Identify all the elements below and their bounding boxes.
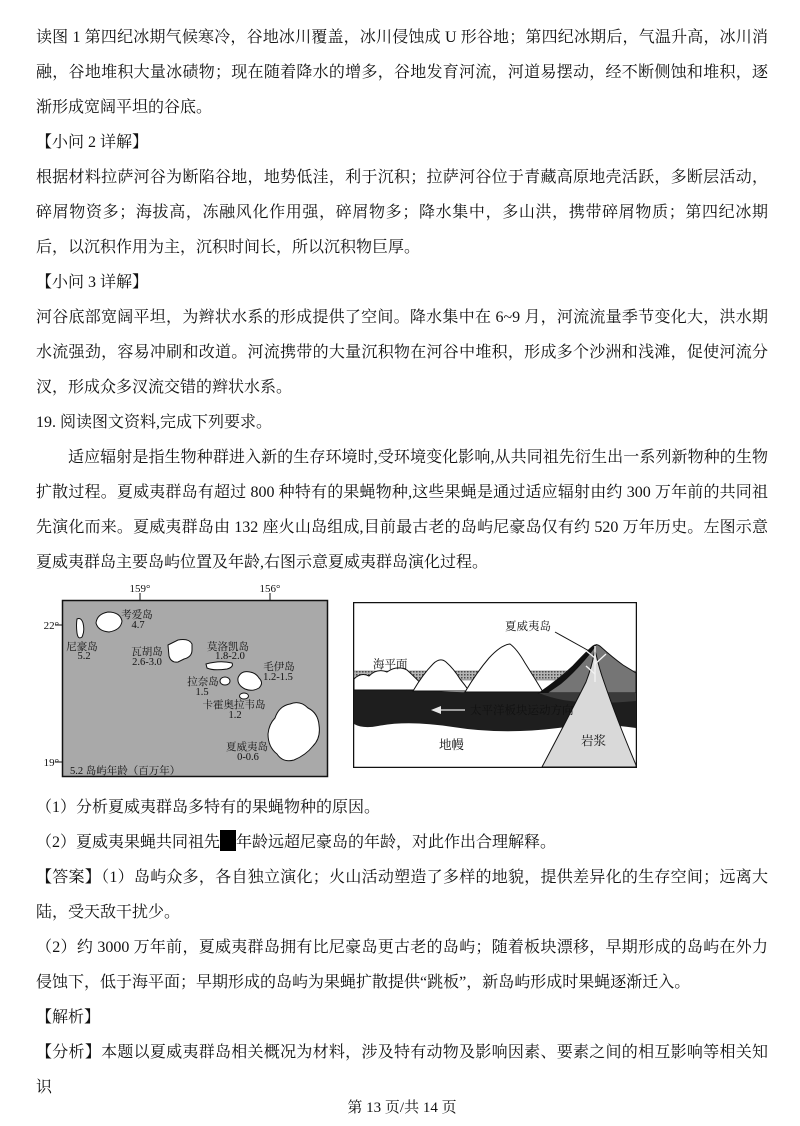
plate-motion-label: 太平洋板块运动方向: [470, 705, 574, 717]
sea-level-label: 海平面: [373, 659, 408, 671]
island-name: 拉奈岛: [187, 677, 219, 688]
island-shape-molokai: [206, 662, 232, 670]
answer-paragraph-1: 【答案】（1）岛屿众多，各自独立演化；火山活动塑造了多样的地貌，提供差异化的生存空间；远离大陆，受天敌干扰少。: [36, 869, 768, 921]
page-number-footer: 第 13 页/共 14 页: [347, 1100, 457, 1116]
question-19-sub2-text-before: （2）夏威夷果蝇共同祖先: [36, 834, 221, 851]
mantle-label: 地幔: [439, 738, 465, 752]
island-age: 0-0.6: [237, 752, 259, 763]
island-age: 4.7: [131, 620, 145, 631]
heading-subquestion2: 【小问 2 详解】: [36, 134, 149, 151]
island-name: 莫洛凯岛: [207, 642, 249, 653]
island-age: 1.2-1.5: [263, 672, 293, 683]
paragraph-subquestion2: 根据材料拉萨河谷为断陷谷地，地势低洼，利于沉积；拉萨河谷位于青藏高原地壳活跃，多断层活动，碎屑物资多；海拔高，冻融风化作用强，碎屑物多；降水集中，多山洪，携带碎屑物质；第四纪冰期后，以沉积作用为主，沉积时间长，所以沉积物巨厚。: [36, 169, 768, 256]
answer-paragraph-2: （2）约 3000 万年前，夏威夷群岛拥有比尼豪岛更古老的岛屿；随着板块漂移，早期形成的岛屿在外力侵蚀下，低于海平面；早期形成的岛屿为果蝇扩散提供“跳板”，新岛屿形成时果蝇逐渐迁入。: [36, 939, 768, 991]
lat-tick-label: 19°: [43, 757, 59, 769]
figure-hawaii: [36, 580, 768, 790]
magma-label: 岩浆: [581, 734, 607, 748]
island-name: 考爱岛: [121, 610, 153, 621]
island-age: 1.5: [195, 687, 209, 698]
island-shape-kauai: [96, 612, 122, 632]
paragraph-fenxi: 【分析】本题以夏威夷群岛相关概况为材料，涉及特有动物及影响因素、要素之间的相互影响等相关知识: [36, 1044, 768, 1096]
lon-tick-label: 159°: [129, 583, 151, 595]
island-name: 夏威夷岛: [226, 742, 268, 753]
lon-tick-label: 156°: [259, 583, 281, 595]
question-19-sub1: （1）分析夏威夷群岛多特有的果蝇物种的原因。: [36, 799, 381, 816]
island-name: 瓦胡岛: [131, 647, 163, 658]
island-age: 5.2: [77, 651, 91, 662]
paragraph-figure1-explain: 读图 1 第四纪冰期气候寒冷，谷地冰川覆盖，冰川侵蚀成 U 形谷地；第四纪冰期后，气温升高，冰川消融，谷地堆积大量冰碛物；现在随着降水的增多，谷地发育河流，河道易摆动，经不断侧蚀和堆积，逐渐形成宽阔平坦的谷底。: [36, 29, 768, 116]
island-age-map: [32, 582, 334, 782]
island-shape-niihau: [77, 619, 84, 638]
heading-jiexi: 【解析】: [36, 1009, 101, 1026]
island-name: 毛伊岛: [263, 662, 295, 673]
diagram-island-label: 夏威夷岛: [505, 621, 551, 633]
question-19-sub2-text-after: 年龄远超尼豪岛的年龄，对此作出合理解释。: [236, 834, 557, 851]
island-name: 尼豪岛: [66, 642, 98, 653]
island-age: 1.2: [228, 710, 242, 721]
question-19-title: 19. 阅读图文资料,完成下列要求。: [36, 414, 273, 431]
island-shape-lanai: [220, 677, 230, 685]
island-age: 2.6-3.0: [132, 657, 162, 668]
island-age: 1.8-2.0: [215, 651, 245, 662]
plate-tectonics-diagram: [353, 602, 637, 768]
question-19-intro: 适应辐射是指生物种群进入新的生存环境时,受环境变化影响,从共同祖先衍生出一系列新物种的生物扩散过程。夏威夷群岛有超过 800 种特有的果蝇物种,这些果蝇是通过适应辐射由约 300 万年前的共同祖先演化而来。夏威夷群岛由 132 座火山岛组成,目前最古老的岛屿尼豪岛仅有约 520 万年历史。左图示意夏威夷群岛主要岛屿位置及年龄,右图示意夏威夷群岛演化过程。: [36, 449, 768, 571]
heading-subquestion3: 【小问 3 详解】: [36, 274, 149, 291]
island-name: 卡霍奥拉韦岛: [202, 700, 266, 711]
question-19-sub2: [36, 825, 768, 860]
lat-tick-label: 22°: [43, 620, 59, 632]
paragraph-subquestion3: 河谷底部宽阔平坦，为辫状水系的形成提供了空间。降水集中在 6~9 月，河流流量季节变化大，洪水期水流强劲，容易冲刷和改道。河流携带的大量沉积物在河谷中堆积，形成多个沙洲和浅滩，促使河流分汊，形成众多汊流交错的辫状水系。: [36, 309, 768, 396]
map-legend: 5.2 岛屿年龄（百万年）: [70, 766, 181, 777]
redaction-box: [220, 830, 236, 851]
island-shape-kahoolawe: [240, 693, 249, 699]
